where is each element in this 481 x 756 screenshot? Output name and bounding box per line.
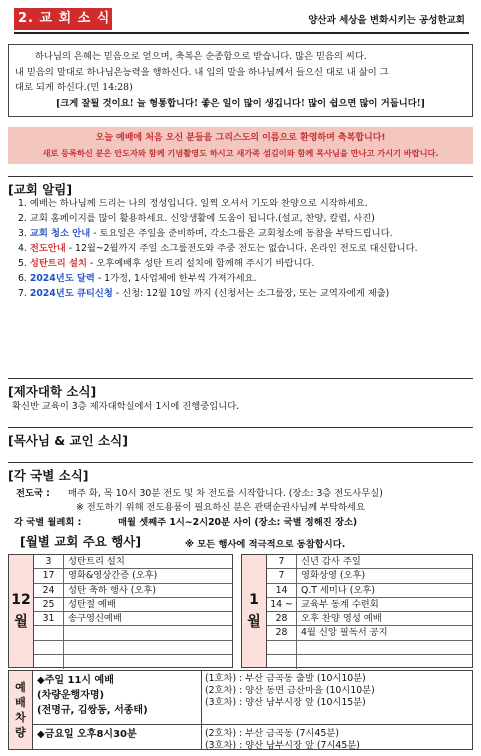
ride-row-divider — [33, 724, 472, 725]
meeting-text: 매월 셋째주 1시~2시20분 사이 (장소: 국별 정해진 장소) — [118, 517, 358, 528]
verse-line: 대로 되게 하신다.(민 14:28) — [15, 82, 133, 93]
route-item: (1호차) : 부산 금곡동 출발 (10시10분) — [205, 673, 366, 684]
ride-label-char: 배 — [15, 696, 26, 709]
month-label: 12 월 — [11, 592, 31, 630]
table-row — [34, 584, 232, 598]
monthly-note: ※ 모든 행사에 적극적으로 동참합시다. — [185, 539, 346, 550]
notice-text: - 토요일은 주일을 준비하며, 각소그룹은 교회청소에 동참을 부탁드립니다. — [90, 228, 393, 239]
event-name: 성탄트리 설치 — [68, 556, 125, 567]
notice-lead: 성탄트리 설치 — [29, 258, 87, 269]
notice-item — [18, 256, 473, 271]
table-row — [267, 655, 472, 669]
table-row — [267, 626, 472, 640]
notice-text: - 12월~2월까지 주일 소그룹전도와 주중 전도는 없습니다. 온라인 전도로 대신합니다. — [65, 243, 418, 254]
event-name — [297, 655, 301, 669]
table-row — [267, 641, 472, 655]
ride-schedule — [8, 670, 473, 750]
calendar-december — [8, 554, 233, 668]
notice-number: 4. — [18, 243, 27, 254]
event-name — [297, 641, 301, 654]
event-name: 성탄 축하 행사 (오후) — [68, 584, 156, 596]
event-day: 31 — [34, 612, 64, 625]
notice-item — [18, 226, 473, 241]
event-day: 28 — [267, 612, 297, 625]
notices-title: [교회 알림] — [8, 176, 473, 198]
page-header — [0, 6, 481, 32]
verse-box — [8, 44, 473, 117]
event-day — [34, 655, 64, 669]
event-rows — [33, 555, 232, 667]
event-name: 오후 찬양 영성 예배 — [301, 613, 382, 624]
header-divider — [14, 32, 469, 34]
notice-item — [18, 241, 473, 256]
seminary-text: 확신반 교육이 3층 제자대학실에서 1시에 진행중입니다. — [12, 401, 240, 412]
table-row — [34, 626, 232, 640]
table-row — [267, 569, 472, 583]
table-row — [267, 598, 472, 612]
ride-label-char: 량 — [15, 726, 26, 739]
route-item: (2호차) : 양산 동면 금산마을 (10시10분) — [205, 684, 375, 696]
event-rows — [266, 555, 472, 667]
notice-item — [18, 286, 473, 301]
drivers-heading: (차량운행자명) — [37, 690, 105, 701]
event-name — [64, 626, 68, 639]
calendar-january — [241, 554, 473, 668]
route-item: (2호차) : 부산 금곡동 (7시45분) — [205, 728, 339, 739]
notice-text: - 신청: 12월 10일 까지 (신청서는 소그룹장, 또는 교역자에게 제출) — [112, 288, 390, 299]
seminary-title: [제자대학 소식] — [8, 378, 473, 400]
route-item: (3호차) : 양산 남부시장 앞 (10시15분) — [205, 696, 366, 708]
table-row — [34, 569, 232, 583]
evangelism-label: 전도국 : — [16, 488, 50, 499]
event-name: 성탄절 예배 — [68, 598, 116, 610]
notice-lead: 교회 청소 안내 — [29, 228, 91, 239]
ride-label — [9, 671, 33, 749]
church-slogan: 양산과 세상을 변화시키는 공성한교회 — [308, 15, 465, 26]
event-name: Q.T 세미나 (오후) — [301, 584, 376, 596]
welcome-line: 오늘 예배에 처음 오신 분들을 그리스도의 이름으로 환영하며 축복합니다! — [95, 133, 386, 143]
notice-item — [18, 196, 473, 211]
table-row — [34, 555, 232, 569]
notice-text: - 오후예배후 성탄 트리 설치에 함께해 주시기 바랍니다. — [86, 258, 315, 269]
table-row — [267, 555, 472, 569]
sunday-service-info — [37, 673, 148, 718]
notice-item — [18, 271, 473, 286]
event-name: 신년 감사 주일 — [301, 556, 361, 567]
evangelism-text: 매주 화, 목 10시 30분 전도 및 차 전도를 시작합니다. (장소: 3층 전도사무실) — [68, 488, 383, 499]
event-day: 14 — [267, 584, 297, 597]
verse-highlight: [크게 잘될 것이요! 늘 형통합니다! 좋은 일이 많이 생깁니다! 많이 쉽으면 많이 거둡니다!] — [55, 97, 426, 109]
verse-line: 하나님의 은혜는 믿음으로 얻으며, 축복은 순종함으로 받습니다. 많은 믿음의 씨다. — [35, 51, 367, 62]
event-name — [64, 641, 68, 654]
notice-number: 1. — [18, 198, 27, 209]
ride-label-char: 차 — [15, 711, 26, 724]
notice-item — [18, 211, 473, 226]
friday-routes — [205, 728, 360, 752]
ride-label-char: 예 — [15, 681, 26, 694]
table-row — [34, 641, 232, 655]
event-day — [267, 641, 297, 654]
drivers-names: (전명규, 김쌍동, 서종태) — [37, 705, 148, 716]
event-day — [267, 655, 297, 669]
table-row — [34, 598, 232, 612]
event-name: 송구영신예배 — [68, 613, 122, 624]
notice-number: 3. — [18, 228, 27, 239]
event-day: 7 — [267, 569, 297, 582]
welcome-line: 새로 등록하신 분은 안도자와 함께 기념촬영도 하시고 새가족 섬김이와 함께 목사님을 만나고 가시기 바랍니다. — [42, 147, 439, 158]
meeting-label: 각 국별 월례회 : — [14, 517, 82, 528]
sunday-service-time: ◆주일 11시 예배 — [37, 675, 114, 686]
friday-service-time: ◆금요일 오후8시30분 — [37, 729, 137, 740]
event-day — [34, 626, 64, 639]
event-day: 3 — [34, 555, 64, 568]
notice-text: 교회 홈페이지를 많이 활용하세요. 신앙생활에 도움이 됩니다.(설교, 찬양, 칼럼, 사진) — [29, 213, 375, 224]
notice-text: - 1가정, 1사업체에 한부씩 가져가세요. — [94, 273, 257, 284]
notice-list — [18, 196, 473, 301]
table-row — [34, 612, 232, 626]
table-row — [267, 612, 472, 626]
event-day: 28 — [267, 626, 297, 639]
notice-number: 2. — [18, 213, 27, 224]
month-label: 1 월 — [247, 592, 261, 630]
table-row — [267, 584, 472, 598]
event-day: 25 — [34, 598, 64, 611]
ride-column-divider — [201, 671, 202, 749]
notice-number: 7. — [18, 288, 27, 299]
monthly-title: [월별 교회 주요 행사] — [20, 534, 142, 549]
notice-text: 예배는 하나님께 드리는 나의 정성입니다. 일찍 오셔서 기도와 찬양으로 시작하세요. — [29, 198, 368, 209]
groups-title: [각 국별 소식] — [8, 462, 473, 484]
event-day: 17 — [34, 569, 64, 582]
notice-lead: 전도안내 — [29, 243, 66, 254]
event-name: 영화&영상간증 (오후) — [68, 570, 158, 582]
table-row — [34, 655, 232, 669]
evangelism-note: ※ 전도하기 위해 전도용품이 필요하신 분은 관택순권사님께 부탁하세요 — [76, 502, 365, 513]
route-item: (3호차) : 양산 남부시장 앞 (7시45분) — [205, 739, 360, 751]
event-day — [34, 641, 64, 654]
sunday-routes — [205, 673, 375, 708]
event-name: 4월 신앙 필독서 공지 — [301, 627, 388, 639]
verse-line: 내 믿음의 말대로 하나님은능력을 행하신다. 내 입의 말을 하나님께서 들으신 대로 내 삶이 그 — [15, 66, 389, 78]
notice-number: 5. — [18, 258, 27, 269]
event-name — [64, 655, 68, 669]
pastor-news-title: [목사님 & 교인 소식] — [8, 427, 473, 449]
welcome-box — [8, 127, 473, 164]
section-badge: 2. 교 회 소 식 — [14, 8, 112, 30]
event-day: 14 ~ — [267, 598, 297, 611]
event-day: 7 — [267, 555, 297, 568]
notice-lead: 2024년도 달력 — [29, 273, 95, 284]
event-name: 교육부 동계 수련회 — [301, 598, 379, 610]
event-day: 24 — [34, 584, 64, 597]
notice-lead: 2024년도 큐티신청 — [29, 288, 113, 299]
notice-number: 6. — [18, 273, 27, 284]
event-name: 영화상영 (오후) — [301, 570, 366, 582]
